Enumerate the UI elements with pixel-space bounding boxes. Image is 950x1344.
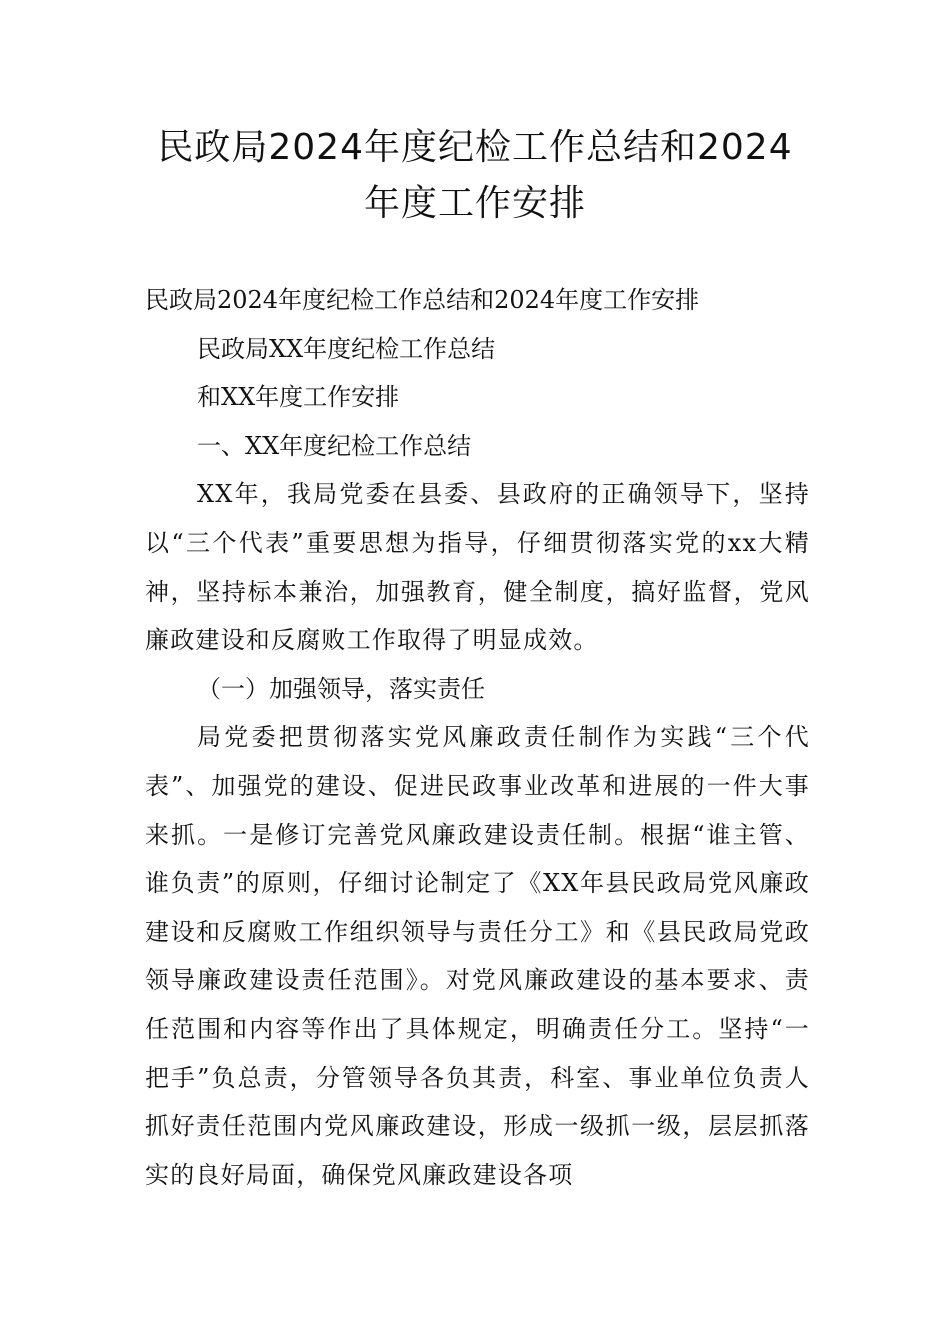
paragraph-1: XX年，我局党委在县委、县政府的正确领导下，坚持以“三个代表”重要思想为指导，仔细贯彻落实党的xx大精神，坚持标本兼治，加强教育，健全制度，搞好监督，党风廉政建设和反腐败工作取得了明显成效。 (145, 480, 810, 655)
section-heading-1: 一、XX年度纪检工作总结 (197, 431, 472, 460)
subsection-heading-1: （一）加强领导，落实责任 (197, 674, 485, 703)
document-body (145, 276, 810, 1199)
paragraph-2: 局党委把贯彻落实党风廉政责任制作为实践“三个代表”、加强党的建设、促进民政事业改革和进展的一件大事来抓。一是修订完善党风廉政建设责任制。根据“谁主管、谁负责”的原则，仔细讨论制定了《XX年县民政局党风廉政建设和反腐败工作组织领导与责任分工》和《县民政局党政领导廉政建设责任范围》。对党风廉政建设的基本要求、责任范围和内容等作出了具体规定，明确责任分工。坚持“一把手”负总责，分管领导各负其责，科室、事业单位负责人抓好责任范围内党风廉政建设，形成一级抓一级，层层抓落实的良好局面，确保党风廉政建设各项 (145, 723, 810, 1189)
document-title (120, 120, 830, 232)
repeat-title-line: 民政局2024年度纪检工作总结和2024年度工作安排 (145, 286, 700, 314)
subtitle-line-1: 民政局XX年度纪检工作总结 (197, 334, 496, 363)
subtitle-line-2: 和XX年度工作安排 (197, 383, 400, 412)
document-title-line-1: 民政局2024年度纪检工作总结和2024 (157, 127, 793, 168)
document-title-line-2: 年度工作安排 (363, 183, 586, 224)
